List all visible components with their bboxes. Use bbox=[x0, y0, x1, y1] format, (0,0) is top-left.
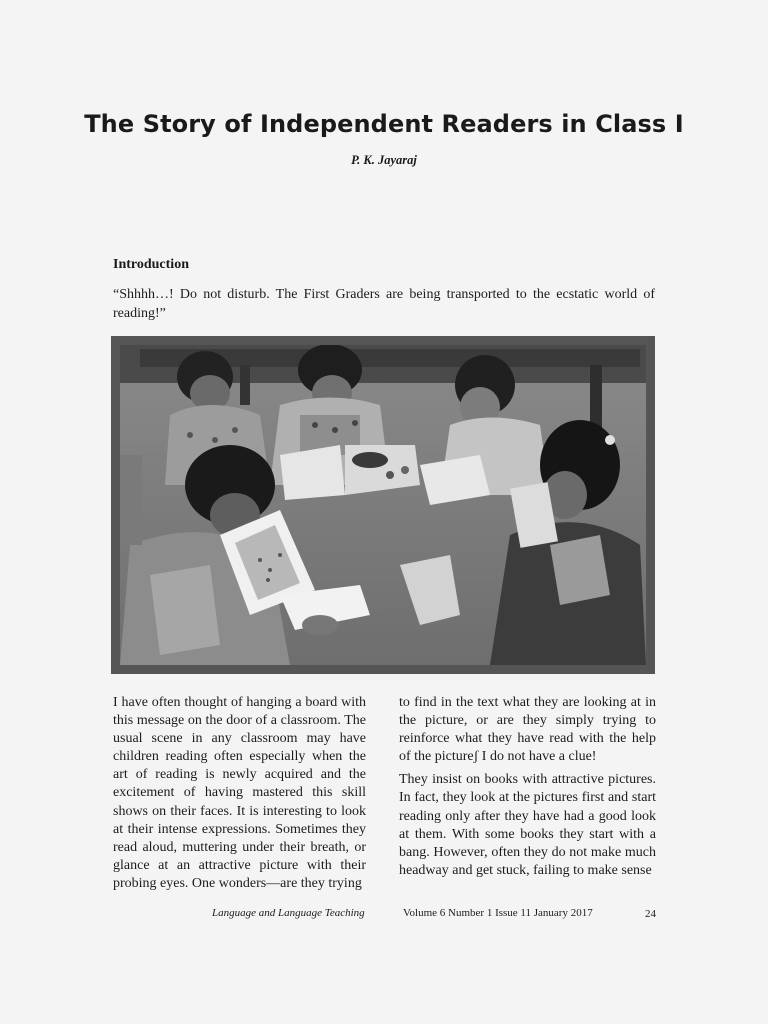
children-reading-photo bbox=[120, 345, 646, 665]
paragraph: I have often thought of hanging a board with this message on the door of a classroom. The usual scene in any classroom may have children reading often especially when the art of reading is newly acquired and the excitement of having mastered this skill shows on their faces. It is interesting to look at their intense expressions. Sometimes they read aloud, muttering under their breath, or glance at an attractive picture with their probing eyes. One wonders—are they trying bbox=[113, 695, 366, 891]
section-heading-introduction: Introduction bbox=[113, 257, 189, 272]
article-photo bbox=[111, 336, 655, 674]
footer-issue-info: Volume 6 Number 1 Issue 11 January 2017 bbox=[403, 907, 593, 919]
article-title: The Story of Independent Readers in Class I bbox=[84, 110, 684, 138]
footer-journal-name: Language and Language Teaching bbox=[212, 907, 365, 919]
article-author: P. K. Jayaraj bbox=[351, 153, 417, 167]
introduction-quote: “Shhhh…! Do not disturb. The First Graders are being transported to the ecstatic world of reading!” bbox=[113, 287, 655, 321]
paragraph: to find in the text what they are looking at in the picture, or are they simply trying to reinforce what they have read with the help of the pictureʃ I do not have a clue! bbox=[399, 695, 656, 765]
page-number: 24 bbox=[645, 908, 656, 920]
body-column-right bbox=[399, 694, 656, 885]
paragraph: They insist on books with attractive pictures. In fact, they look at the pictures first and start reading only after they have had a good look at them. With some books they start with a bang. However, often they do not make much headway and get stuck, failing to make sense bbox=[399, 772, 656, 878]
body-column-left bbox=[113, 694, 366, 898]
